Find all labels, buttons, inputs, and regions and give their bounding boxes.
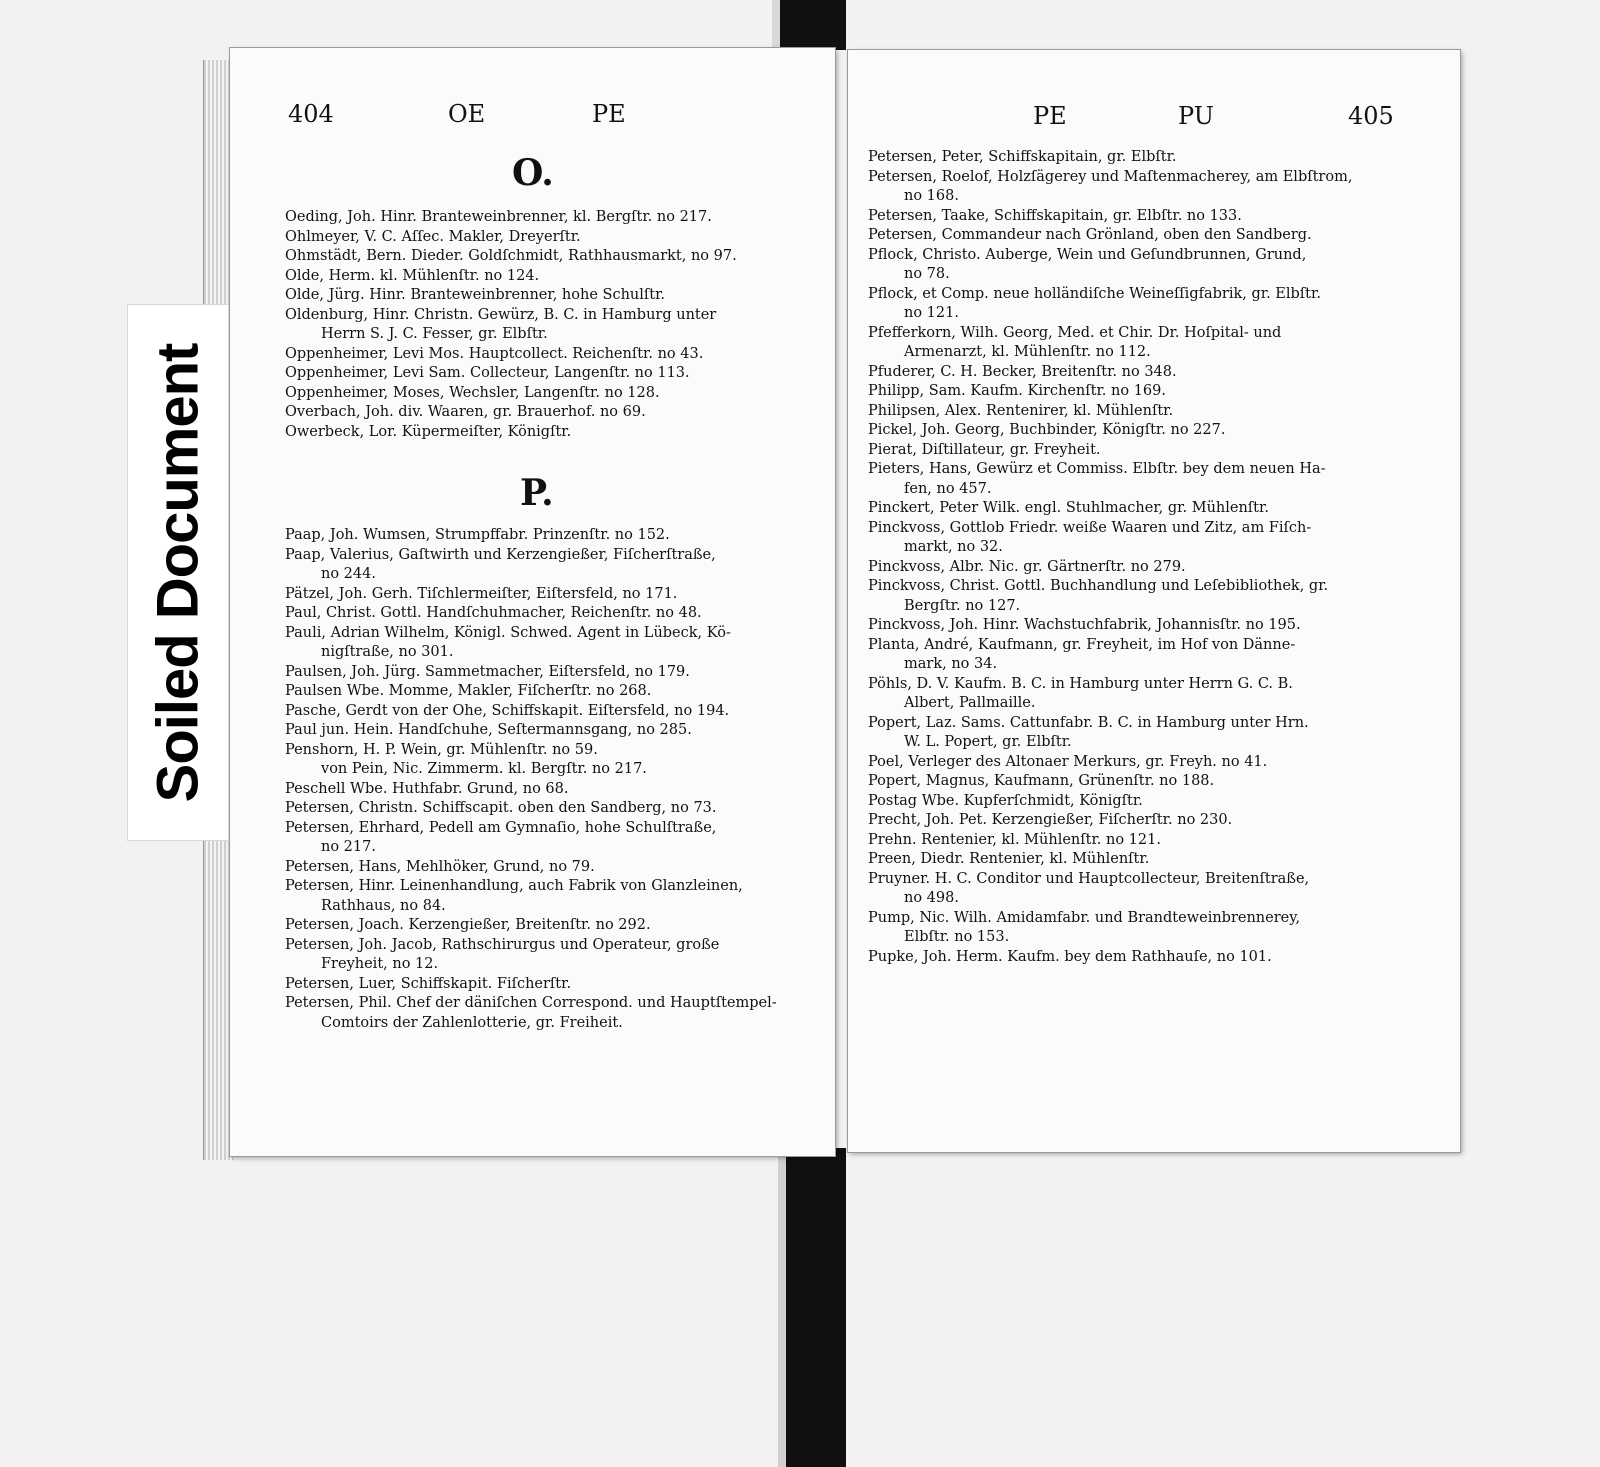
directory-entry: Postag Wbe. Kupferſchmidt, Königſtr.	[868, 792, 1143, 809]
directory-entry: Bergſtr. no 127.	[904, 597, 1021, 614]
directory-entry: Prehn. Rentenier, kl. Mühlenſtr. no 121.	[868, 831, 1161, 848]
directory-entry: Philipp, Sam. Kaufm. Kirchenſtr. no 169.	[868, 383, 1166, 399]
directory-entry: no 217.	[321, 839, 376, 855]
directory-entry: Pflock, Christo. Auberge, Wein und Geſundbrunnen, Grund,	[868, 246, 1307, 263]
directory-entry: von Pein, Nic. Zimmerm. kl. Bergſtr. no 217.	[321, 761, 647, 777]
entries-o	[285, 208, 820, 442]
directory-entry: Pierat, Diſtillateur, gr. Freyheit.	[868, 441, 1101, 458]
directory-entry: Petersen, Commandeur nach Grönland, oben den Sandberg.	[868, 227, 1312, 243]
book-spine-top	[780, 0, 846, 50]
directory-entry: nigſtraße, no 301.	[321, 644, 454, 660]
directory-entry: Petersen, Joach. Kerzengießer, Breitenſtr. no 292.	[285, 917, 651, 933]
directory-entry: Pupke, Joh. Herm. Kaufm. bey dem Rathhauſe, no 101.	[868, 948, 1272, 965]
directory-entry: Pflock, et Comp. neue holländiſche Weineſſigfabrik, gr. Elbſtr.	[868, 285, 1321, 302]
directory-entry: Pinckvoss, Gottlob Friedr. weiße Waaren und Zitz, am Fiſch-	[868, 519, 1312, 536]
directory-entry: Oppenheimer, Levi Sam. Collecteur, Langenſtr. no 113.	[285, 365, 690, 381]
directory-entry: Oeding, Joh. Hinr. Branteweinbrenner, kl. Bergſtr. no 217.	[285, 209, 712, 225]
directory-entry: Preen, Diedr. Rentenier, kl. Mühlenſtr.	[868, 851, 1150, 867]
right-page	[848, 50, 1460, 1152]
directory-entry: Olde, Jürg. Hinr. Branteweinbrenner, hohe Schulſtr.	[285, 287, 666, 303]
directory-entry: Poel, Verleger des Altonaer Merkurs, gr. Freyh. no 41.	[868, 753, 1268, 770]
directory-entry: no 121.	[904, 305, 959, 321]
directory-entry: Herrn S. J. C. Fesser, gr. Elbſtr.	[321, 326, 548, 342]
directory-entry: Oldenburg, Hinr. Christn. Gewürz, B. C. in Hamburg unter	[285, 306, 717, 323]
directory-entry: Olde, Herm. kl. Mühlenſtr. no 124.	[285, 267, 540, 284]
directory-entry: Pöhls, D. V. Kaufm. B. C. in Hamburg unter Herrn G. C. B.	[868, 675, 1293, 692]
directory-entry: Pätzel, Joh. Gerh. Tiſchlermeiſter, Eiſtersfeld, no 171.	[285, 585, 678, 602]
directory-entry: Armenarzt, kl. Mühlenſtr. no 112.	[904, 344, 1151, 360]
running-head-left-1: OE	[448, 100, 486, 128]
directory-entry: Oppenheimer, Moses, Wechsler, Langenſtr. no 128.	[285, 384, 660, 401]
directory-entry: Pasche, Gerdt von der Ohe, Schiffskapit. Eiſtersfeld, no 194.	[285, 702, 730, 719]
directory-entry: Petersen, Ehrhard, Pedell am Gymnaſio, hohe Schulſtraße,	[285, 819, 717, 836]
directory-entry: Pinckvoss, Joh. Hinr. Wachstuchfabrik, Johannisſtr. no 195.	[868, 617, 1301, 633]
directory-entry: Precht, Joh. Pet. Kerzengießer, Fiſcherſtr. no 230.	[868, 812, 1233, 828]
directory-entry: Petersen, Christn. Schiffscapit. oben den Sandberg, no 73.	[285, 800, 717, 816]
directory-entry: Paulsen, Joh. Jürg. Sammetmacher, Eiſtersfeld, no 179.	[285, 663, 690, 680]
page-number-left: 404	[288, 100, 334, 128]
directory-entry: Popert, Magnus, Kaufmann, Grünenſtr. no 188.	[868, 773, 1215, 789]
directory-entry: Petersen, Luer, Schiffskapit. Fiſcherſtr.	[285, 975, 572, 992]
directory-entry: Paul, Christ. Gottl. Handſchuhmacher, Reichenſtr. no 48.	[285, 605, 702, 621]
directory-entry: Penshorn, H. P. Wein, gr. Mühlenſtr. no 59.	[285, 741, 598, 758]
directory-entry: Petersen, Roelof, Holzſägerey und Maſtenmacherey, am Elbſtrom,	[868, 168, 1353, 185]
directory-entry: Pfuderer, C. H. Becker, Breitenſtr. no 348.	[868, 363, 1177, 380]
directory-entry: no 78.	[904, 266, 950, 282]
soiled-document-label	[128, 305, 228, 840]
section-letter-p: P.	[520, 472, 554, 514]
page-number-right: 405	[1348, 102, 1394, 130]
directory-entry: Oppenheimer, Levi Mos. Hauptcollect. Reichenſtr. no 43.	[285, 345, 704, 362]
directory-entry: Albert, Pallmaille.	[904, 695, 1036, 711]
directory-entry: Ohmstädt, Bern. Dieder. Goldſchmidt, Rathhausmarkt, no 97.	[285, 248, 737, 264]
directory-entry: Owerbeck, Lor. Küpermeiſter, Königſtr.	[285, 423, 572, 440]
running-head-left-2: PE	[592, 100, 626, 128]
running-head-right-2: PU	[1178, 102, 1214, 130]
directory-entry: no 498.	[904, 890, 959, 906]
directory-entry: no 168.	[904, 188, 959, 204]
directory-entry: Petersen, Peter, Schiffskapitain, gr. Elbſtr.	[868, 149, 1177, 165]
directory-entry: Petersen, Joh. Jacob, Rathschirurgus und Operateur, große	[285, 936, 720, 953]
section-letter-o: O.	[512, 152, 554, 194]
directory-entry: no 244.	[321, 566, 376, 582]
directory-entry: mark, no 34.	[904, 656, 998, 672]
book-spine-bottom	[786, 1148, 846, 1467]
directory-entry: Paap, Valerius, Gaſtwirth und Kerzengießer, Fiſcherſtraße,	[285, 546, 716, 563]
directory-entry: Ohlmeyer, V. C. Aſſec. Makler, Dreyerſtr.	[285, 228, 581, 245]
label-text: Soiled Document	[145, 343, 211, 802]
directory-entry: Pruyner. H. C. Conditor und Hauptcollecteur, Breitenſtraße,	[868, 870, 1310, 887]
directory-entry: Petersen, Hans, Mehlhöker, Grund, no 79.	[285, 858, 595, 875]
directory-entry: Overbach, Joh. div. Waaren, gr. Brauerhof. no 69.	[285, 404, 646, 420]
left-page	[230, 48, 835, 1156]
directory-entry: Rathhaus, no 84.	[321, 897, 446, 914]
directory-entry: Petersen, Taake, Schiffskapitain, gr. Elbſtr. no 133.	[868, 207, 1242, 224]
directory-entry: Pieters, Hans, Gewürz et Commiss. Elbſtr. bey dem neuen Ha-	[868, 461, 1326, 477]
directory-entry: Pinckvoss, Albr. Nic. gr. Gärtnerſtr. no 279.	[868, 558, 1186, 575]
directory-entry: Petersen, Phil. Chef der däniſchen Correspond. und Hauptſtempel-	[285, 995, 777, 1011]
entries-p	[285, 526, 820, 1033]
directory-entry: Pfefferkorn, Wilh. Georg, Med. et Chir. Dr. Hoſpital- und	[868, 324, 1282, 341]
entries-right	[868, 148, 1428, 967]
directory-entry: Pickel, Joh. Georg, Buchbinder, Königſtr. no 227.	[868, 422, 1226, 438]
directory-entry: Paulsen Wbe. Momme, Makler, Fiſcherſtr. no 268.	[285, 683, 652, 699]
directory-entry: Popert, Laz. Sams. Cattunfabr. B. C. in Hamburg unter Hrn.	[868, 714, 1309, 731]
directory-entry: Paul jun. Hein. Handſchuhe, Seſtermannsgang, no 285.	[285, 722, 692, 738]
directory-entry: W. L. Popert, gr. Elbſtr.	[904, 734, 1072, 750]
directory-entry: Elbſtr. no 153.	[904, 929, 1010, 945]
directory-entry: Peschell Wbe. Huthfabr. Grund, no 68.	[285, 780, 569, 797]
directory-entry: Paap, Joh. Wumsen, Strumpffabr. Prinzenſtr. no 152.	[285, 527, 670, 543]
running-head-right-1: PE	[1033, 102, 1067, 130]
directory-entry: markt, no 32.	[904, 539, 1003, 555]
directory-entry: Petersen, Hinr. Leinenhandlung, auch Fabrik von Glanzleinen,	[285, 878, 743, 894]
directory-entry: Pump, Nic. Wilh. Amidamfabr. und Brandteweinbrennerey,	[868, 909, 1301, 926]
directory-entry: Freyheit, no 12.	[321, 956, 439, 972]
directory-entry: Philipsen, Alex. Rentenirer, kl. Mühlenſtr.	[868, 402, 1174, 419]
directory-entry: Comtoirs der Zahlenlotterie, gr. Freiheit.	[321, 1014, 623, 1031]
directory-entry: fen, no 457.	[904, 480, 992, 497]
directory-entry: Pinckert, Peter Wilk. engl. Stuhlmacher, gr. Mühlenſtr.	[868, 500, 1269, 516]
directory-entry: Planta, André, Kaufmann, gr. Freyheit, im Hof von Dänne-	[868, 636, 1296, 653]
directory-entry: Pinckvoss, Christ. Gottl. Buchhandlung und Leſebibliothek, gr.	[868, 578, 1329, 594]
directory-entry: Pauli, Adrian Wilhelm, Königl. Schwed. Agent in Lübeck, Kö-	[285, 624, 731, 641]
